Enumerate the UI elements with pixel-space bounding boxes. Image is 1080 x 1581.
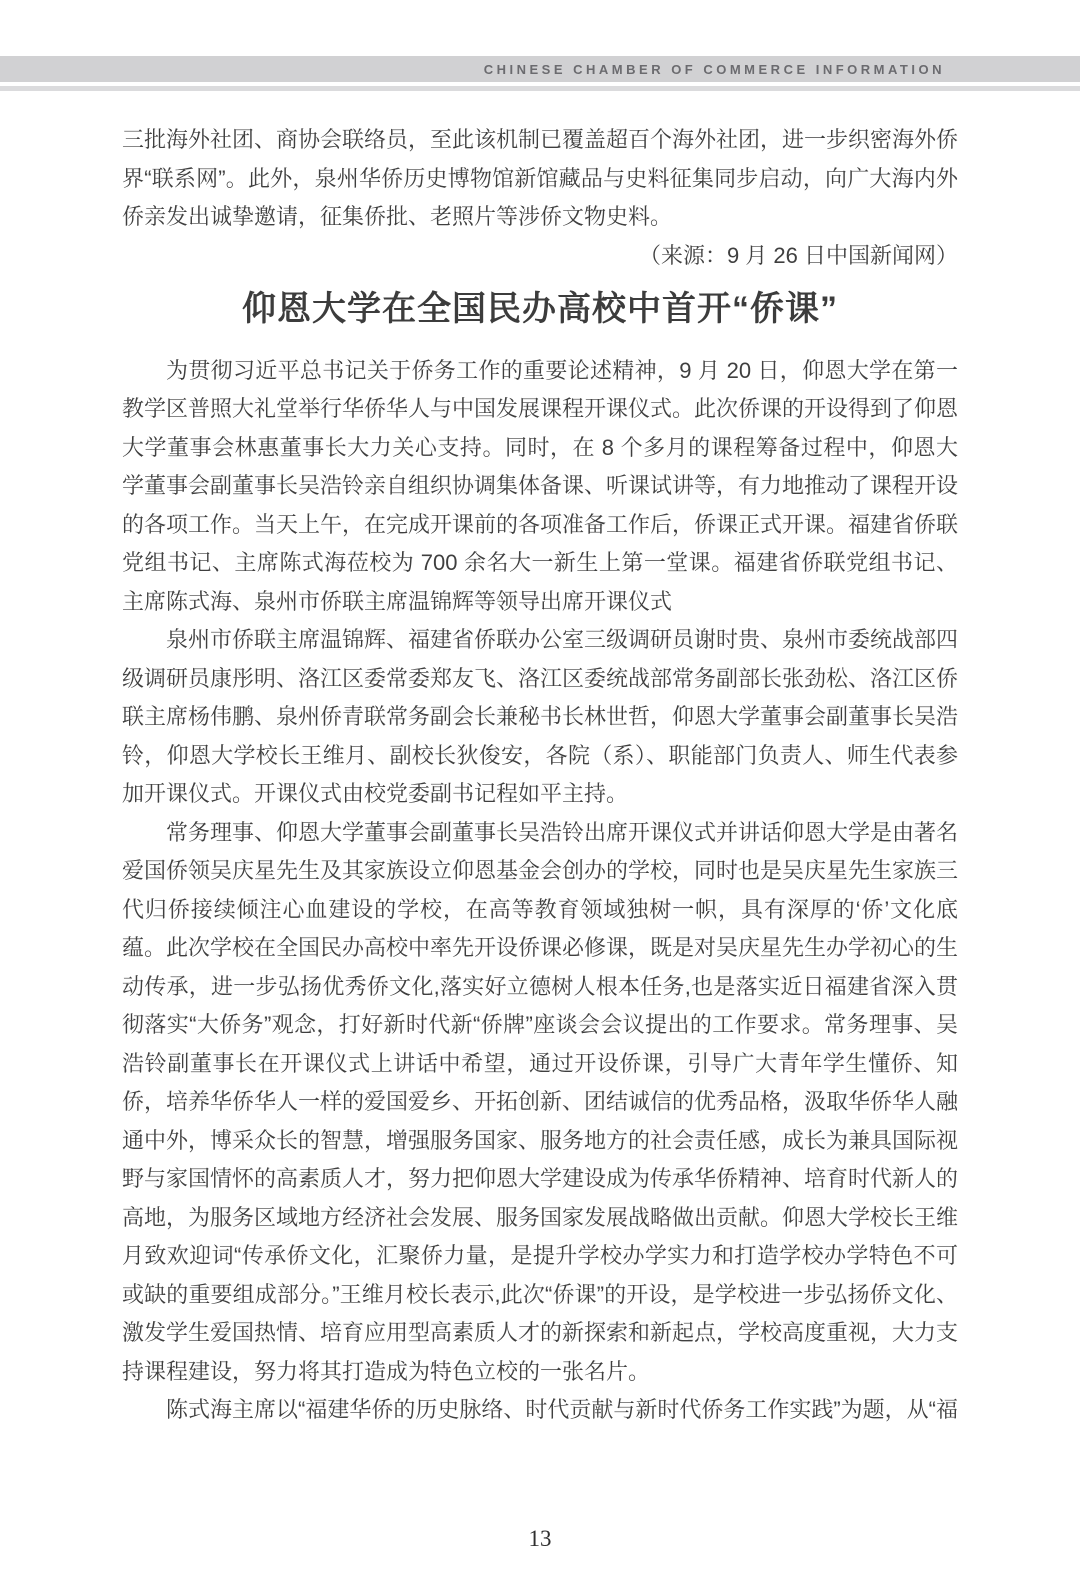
article-paragraph: 陈式海主席以“福建华侨的历史脉络、时代贡献与新时代侨务工作实践”为题，从“福 xyxy=(166,1397,958,1422)
page-footer xyxy=(0,1526,1080,1552)
article-paragraph: 为贯彻习近平总书记关于侨务工作的重要论述精神，9 月 20 日，仰恩大学在第一教学区普照大礼堂举行华侨华人与中国发展课程开课仪式。此次侨课的开设得到了仰恩大学董事会林惠董事长大力关心支持。同时，在 8 个多月的课程筹备过程中，仰恩大学董事会副董事长吴浩铃亲自组织协调集体备课、听课试讲等，有力地推动了课程开设的各项工作。当天上午，在完成开课前的各项准备工作后，侨课正式开课。福建省侨联党组书记、主席陈式海莅校为 700 余名大一新生上第一堂课。福建省侨联党组书记、主席陈式海、泉州市侨联主席温锦辉等领导出席开课仪式 xyxy=(122,357,959,614)
header-rule xyxy=(0,86,1080,91)
article-title: 仰恩大学在全国民办高校中首开“侨课” xyxy=(242,289,838,328)
header-banner-text: CHINESE CHAMBER OF COMMERCE INFORMATION xyxy=(483,61,945,77)
source-attribution: （来源：9 月 26 日中国新闻网） xyxy=(638,242,958,268)
page-number: 13 xyxy=(528,1526,552,1551)
article-body xyxy=(122,352,958,1430)
article-paragraph: 常务理事、仰恩大学董事会副董事长吴浩铃出席开课仪式并讲话仰恩大学是由著名爱国侨领吴庆星先生及其家族设立仰恩基金会创办的学校，同时也是吴庆星先生家族三代归侨接续倾注心血建设的学校，在高等教育领域独树一帜，具有深厚的‘侨’文化底蕴。此次学校在全国民办高校中率先开设侨课必修课，既是对吴庆星先生办学初心的生动传承，进一步弘扬优秀侨文化,落实好立德树人根本任务,也是落实近日福建省深入贯彻落实“大侨务”观念，打好新时代新“侨牌”座谈会会议提出的工作要求。常务理事、吴浩铃副董事长在开课仪式上讲话中希望，通过开设侨课，引导广大青年学生懂侨、知侨，培养华侨华人一样的爱国爱乡、开拓创新、团结诚信的优秀品格，汲取华侨华人融通中外，博采众长的智慧，增强服务国家、服务地方的社会责任感，成长为兼具国际视野与家国情怀的高素质人才，努力把仰恩大学建设成为传承华侨精神、培育时代新人的高地，为服务区域地方经济社会发展、服务国家发展战略做出贡献。仰恩大学校长王维月致欢迎词“传承侨文化，汇聚侨力量，是提升学校办学实力和打造学校办学特色不可或缺的重要组成部分。”王维月校长表示,此次“侨课”的开设，是学校进一步弘扬侨文化、激发学生爱国热情、培育应用型高素质人才的新探索和新起点，学校高度重视，大力支持课程建设，努力将其打造成为特色立校的一张名片。 xyxy=(122,819,959,1384)
article-paragraph: 泉州市侨联主席温锦辉、福建省侨联办公室三级调研员谢时贵、泉州市委统战部四级调研员康彤明、洛江区委常委郑友飞、洛江区委统战部常务副部长张劲松、洛江区侨联主席杨伟鹏、泉州侨青联常务副会长兼秘书长林世哲，仰恩大学董事会副董事长吴浩铃，仰恩大学校长王维月、副校长狄俊安，各院（系）、职能部门负责人、师生代表参加开课仪式。开课仪式由校党委副书记程如平主持。 xyxy=(122,627,959,806)
intro-paragraph xyxy=(122,121,959,268)
page-content xyxy=(122,121,958,1430)
page-header xyxy=(0,56,1080,91)
intro-text: 三批海外社团、商协会联络员，至此该机制已覆盖超百个海外社团，进一步织密海外侨界“联系网”。此外，泉州华侨历史博物馆新馆藏品与史料征集同步启动，向广大海内外侨亲发出诚挚邀请，征集侨批、老照片等涉侨文物史料。 xyxy=(122,127,959,229)
header-band xyxy=(0,56,1080,82)
